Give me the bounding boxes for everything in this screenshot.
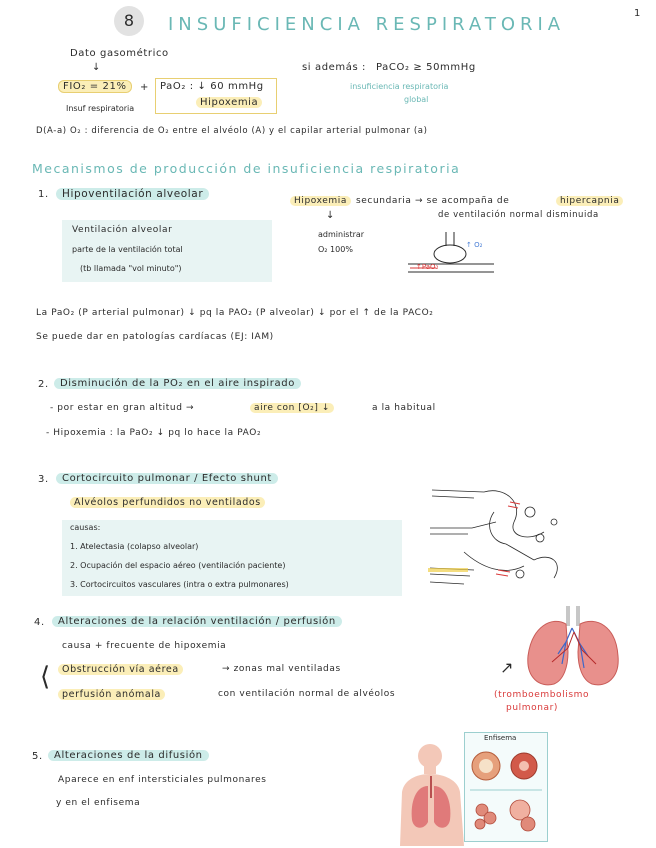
d-aa-definition: D(A-a) O₂ : diferencia de O₂ entre el alvéolo (A) y el capilar arterial pulmonar (a) [36,126,428,136]
secundaria-text: secundaria → se acompaña de [356,196,510,206]
altitud-bullet-end: a la habitual [372,403,436,413]
shunt-sketch [424,482,584,600]
causa-3: 3. Cortocircuitos vasculares (intra o extra pulmonares) [70,580,289,589]
plus-sign: + [140,82,149,93]
section4-number: 4. [34,617,45,628]
section5-title: Alteraciones de la difusión [48,750,209,761]
causas-label: causas: [70,523,101,532]
ventilacion-box-line1: Ventilación alveolar [72,225,173,235]
emphysema-inset-title: Enfisema [484,734,517,742]
administrar: administrar [318,230,365,239]
o2-100: O₂ 100% [318,245,353,254]
zonas-mal-ventiladas: → zonas mal ventiladas [222,664,341,674]
difusion-line1: Aparece en enf intersticiales pulmonares [58,775,267,785]
dato-gasometrico: Dato gasométrico [70,48,169,59]
section1-title: Hipoventilación alveolar [56,188,209,200]
ventilacion-box-line2: parte de la ventilación total [72,245,183,254]
aire-o2-highlight: aire con [O₂] ↓ [250,403,334,413]
section2-title: Disminución de la PO₂ en el aire inspirado [54,378,301,389]
lungs-illustration [522,602,624,692]
section3-number: 3. [38,474,49,485]
si-ademas: si además : [302,62,367,73]
arrow-to-lungs: ↗ [500,658,514,677]
hipoxemia-sec: Hipoxemia [290,196,351,206]
page-number: 8 [123,11,135,30]
tromboembolismo-label: (tromboembolismo [494,690,590,700]
arrow-down-2: ↓ [326,210,335,221]
hipercapnia: hipercapnia [556,196,623,206]
brace-left: ⟨ [40,662,51,692]
ventilacion-box-line3: (tb llamada "vol minuto") [80,264,182,273]
altitud-bullet: - por estar en gran altitud → [50,403,195,413]
section5-number: 5. [32,751,43,762]
insuf-respiratoria-label: Insuf respiratoria [66,104,135,113]
causa-2: 2. Ocupación del espacio aéreo (ventilación paciente) [70,561,286,570]
ventilacion-normal-alveolos: con ventilación normal de alvéolos [218,689,396,699]
insuf-global-line1: insuficiencia respiratoria [350,82,449,91]
fio2-box: FIO₂ = 21% [58,80,132,93]
corner-number: 1 [634,8,641,19]
patologias-cardiacas: Se puede dar en patologías cardíacas (EJ: IAM) [36,332,274,342]
section3-title: Cortocircuito pulmonar / Efecto shunt [56,473,278,484]
insuf-global-line2: global [404,95,429,104]
causa-1: 1. Atelectasia (colapso alveolar) [70,542,199,551]
hipoxemia-label: Hipoxemia [196,97,262,108]
alveoli-comparison [468,746,544,838]
causa-frecuente: causa + frecuente de hipoxemia [62,641,227,651]
difusion-line2: y en el enfisema [56,798,141,808]
mecanismos-title: Mecanismos de producción de insuficiencia respiratoria [32,161,461,176]
pao2-explanation: La PaO₂ (P arterial pulmonar) ↓ pq la PAO₂ (P alveolar) ↓ por el ↑ de la PACO₂ [36,308,434,318]
pulmonar-label: pulmonar) [506,703,559,713]
section4-title: Alteraciones de la relación ventilación / perfusión [52,616,342,627]
page-title: INSUFICIENCIA RESPIRATORIA [168,14,566,35]
hipoxemia-bullet: - Hipoxemia : la PaO₂ ↓ pq lo hace la PAO₂ [46,428,262,438]
diagram-o2-label: ↑ O₂ [466,241,483,249]
section3-subtitle: Alvéolos perfundidos no ventilados [70,497,265,508]
perfusion-anomala: perfusión anómala [58,689,165,700]
arrow-down-1: ↓ [92,62,101,73]
section2-number: 2. [38,379,49,390]
obstruccion-via-aerea: Obstrucción vía aérea [58,664,183,675]
section1-number: 1. [38,189,49,200]
diagram-pao2-label: ↑PaO₂ [416,263,439,271]
ventilacion-normal: de ventilación normal disminuida [438,210,599,220]
pao2-value: PaO₂ : ↓ 60 mmHg [160,81,264,92]
paco2-value: PaCO₂ ≥ 50mmHg [376,62,476,73]
